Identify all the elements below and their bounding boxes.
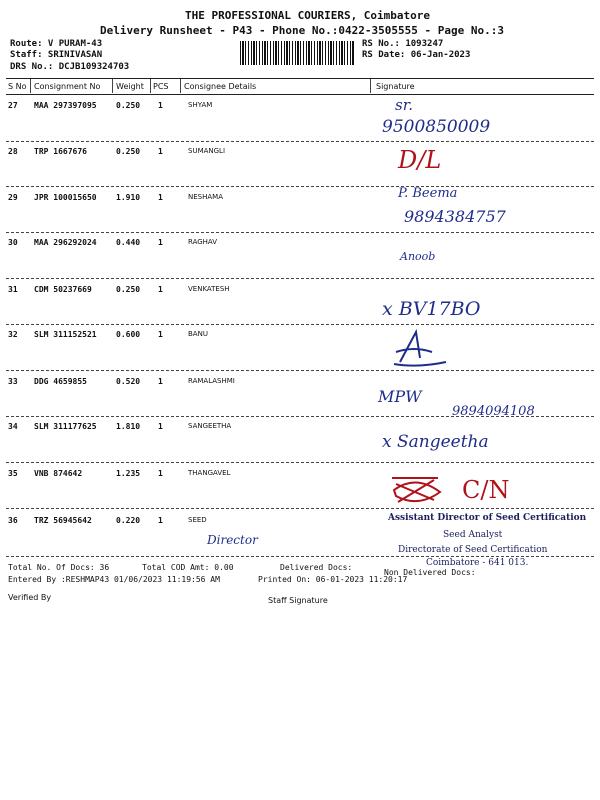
stamp-line-4: Coimbatore - 641 013. xyxy=(426,558,529,568)
staff-label: Staff: SRINIVASAN xyxy=(10,50,103,60)
row-divider xyxy=(6,370,594,371)
pcs-cell: 1 xyxy=(158,147,163,156)
rs-date: RS Date: 06-Jan-2023 xyxy=(362,50,471,60)
row-divider xyxy=(6,462,594,463)
sno-cell: 27 xyxy=(8,101,18,110)
weight-cell: 0.250 xyxy=(116,147,141,156)
weight-cell: 1.910 xyxy=(116,193,141,202)
row-divider xyxy=(6,141,594,142)
col-divider xyxy=(180,79,181,93)
staff-signature: Staff Signature xyxy=(268,596,328,605)
pcs-cell: 1 xyxy=(158,238,163,247)
consignment-cell: VNB 874642 xyxy=(34,469,83,478)
signature-r31: x BV17BO xyxy=(382,298,481,320)
company-title: THE PROFESSIONAL COURIERS, Coimbatore xyxy=(185,9,431,22)
consignment-cell: TRP 1667676 xyxy=(34,147,87,156)
sno-cell: 30 xyxy=(8,238,18,247)
stamp-line-3: Directorate of Seed Certification xyxy=(398,545,548,555)
sno-cell: 32 xyxy=(8,330,18,339)
weight-cell: 1.810 xyxy=(116,422,141,431)
pcs-cell: 1 xyxy=(158,193,163,202)
col-header-pcs: PCS xyxy=(153,82,169,91)
pcs-cell: 1 xyxy=(158,422,163,431)
sno-cell: 35 xyxy=(8,469,18,478)
sno-cell: 29 xyxy=(8,193,18,202)
consignee-cell: SUMANGLI xyxy=(188,147,226,155)
weight-cell: 0.520 xyxy=(116,377,141,386)
signature-r35-status: C/N xyxy=(462,476,510,504)
consignee-cell: SANGEETHA xyxy=(188,422,232,430)
col-divider xyxy=(150,79,151,93)
consignment-cell: CDM 50237669 xyxy=(34,285,92,294)
header-top-rule xyxy=(6,78,594,79)
col-header-signature: Signature xyxy=(376,82,415,91)
pcs-cell: 1 xyxy=(158,101,163,110)
total-cod: Total COD Amt: 0.00 xyxy=(142,563,234,572)
consignee-cell: SEED xyxy=(188,516,207,524)
weight-cell: 0.220 xyxy=(116,516,141,525)
barcode xyxy=(240,41,354,65)
signature-r30: Anoob xyxy=(400,250,436,263)
consignment-cell: SLM 311152521 xyxy=(34,330,97,339)
weight-cell: 0.250 xyxy=(116,101,141,110)
pcs-cell: 1 xyxy=(158,516,163,525)
signature-r32-scribble xyxy=(390,328,450,368)
signature-r33-mark: MPW xyxy=(378,387,422,406)
consignment-cell: TRZ 56945642 xyxy=(34,516,92,525)
consignee-cell: VENKATESH xyxy=(188,285,230,293)
drs-number: DRS No.: DCJB109324703 xyxy=(10,62,130,72)
consignment-cell: SLM 311177625 xyxy=(34,422,97,431)
pcs-cell: 1 xyxy=(158,330,163,339)
consignment-cell: DDG 4659855 xyxy=(34,377,87,386)
col-divider xyxy=(370,79,371,93)
sno-cell: 28 xyxy=(8,147,18,156)
signature-r27-phone: 9500850009 xyxy=(382,117,491,137)
sno-cell: 33 xyxy=(8,377,18,386)
rs-number: RS No.: 1093247 xyxy=(362,39,444,49)
col-header-consignee: Consignee Details xyxy=(184,82,257,91)
signature-r27-mark: sr. xyxy=(395,96,413,114)
delivered-docs: Delivered Docs: xyxy=(280,563,353,572)
weight-cell: 0.440 xyxy=(116,238,141,247)
sno-cell: 31 xyxy=(8,285,18,294)
printed-on: Printed On: 06-01-2023 11:20:17 xyxy=(258,575,408,584)
signature-r35-scribble xyxy=(388,470,446,510)
consignment-cell: MAA 297397095 xyxy=(34,101,97,110)
consignee-cell: SHYAM xyxy=(188,101,213,109)
row-divider xyxy=(6,278,594,279)
route-label: Route: V PURAM-43 xyxy=(10,39,103,49)
weight-cell: 0.600 xyxy=(116,330,141,339)
signature-r34: x Sangeetha xyxy=(382,432,489,452)
total-docs: Total No. Of Docs: 36 xyxy=(8,563,110,572)
consignee-cell: RAMALASHMI xyxy=(188,377,235,385)
row-divider xyxy=(6,232,594,233)
consignee-cell: NESHAMA xyxy=(188,193,223,201)
consignment-cell: MAA 296292024 xyxy=(34,238,97,247)
row-divider xyxy=(6,556,594,557)
col-header-weight: Weight xyxy=(116,82,144,91)
signature-r29-phone: 9894384757 xyxy=(404,207,506,226)
signature-r28: D/L xyxy=(398,146,442,174)
signature-r36-note: Director xyxy=(207,533,258,547)
col-divider xyxy=(30,79,31,93)
runsheet-subtitle: Delivery Runsheet - P43 - Phone No.:0422-3505555 - Page No.:3 xyxy=(100,24,504,37)
pcs-cell: 1 xyxy=(158,469,163,478)
row-divider xyxy=(6,508,594,509)
row-divider xyxy=(6,186,594,187)
weight-cell: 1.235 xyxy=(116,469,141,478)
consignee-cell: THANGAVEL xyxy=(188,469,231,477)
col-header-sno: S No xyxy=(8,82,27,91)
weight-cell: 0.250 xyxy=(116,285,141,294)
consignee-cell: RAGHAV xyxy=(188,238,218,246)
row-divider xyxy=(6,324,594,325)
consignment-cell: JPR 100015650 xyxy=(34,193,97,202)
non-delivered-docs: Non Delivered Docs: xyxy=(384,568,476,577)
verified-by: Verified By xyxy=(8,593,52,602)
signature-r29-name: P. Beema xyxy=(398,186,458,201)
header-bottom-rule xyxy=(6,94,594,95)
consignee-cell: BANU xyxy=(188,330,208,338)
stamp-line-1: Assistant Director of Seed Certification xyxy=(388,513,587,523)
entered-by: Entered By :RESHMAP43 01/06/2023 11:19:56 AM xyxy=(8,575,220,584)
sno-cell: 36 xyxy=(8,516,18,525)
pcs-cell: 1 xyxy=(158,285,163,294)
col-header-consignment: Consignment No xyxy=(34,82,101,91)
stamp-line-2: Seed Analyst xyxy=(443,530,503,540)
signature-r33-phone: 9894094108 xyxy=(452,404,535,419)
sno-cell: 34 xyxy=(8,422,18,431)
col-divider xyxy=(112,79,113,93)
pcs-cell: 1 xyxy=(158,377,163,386)
